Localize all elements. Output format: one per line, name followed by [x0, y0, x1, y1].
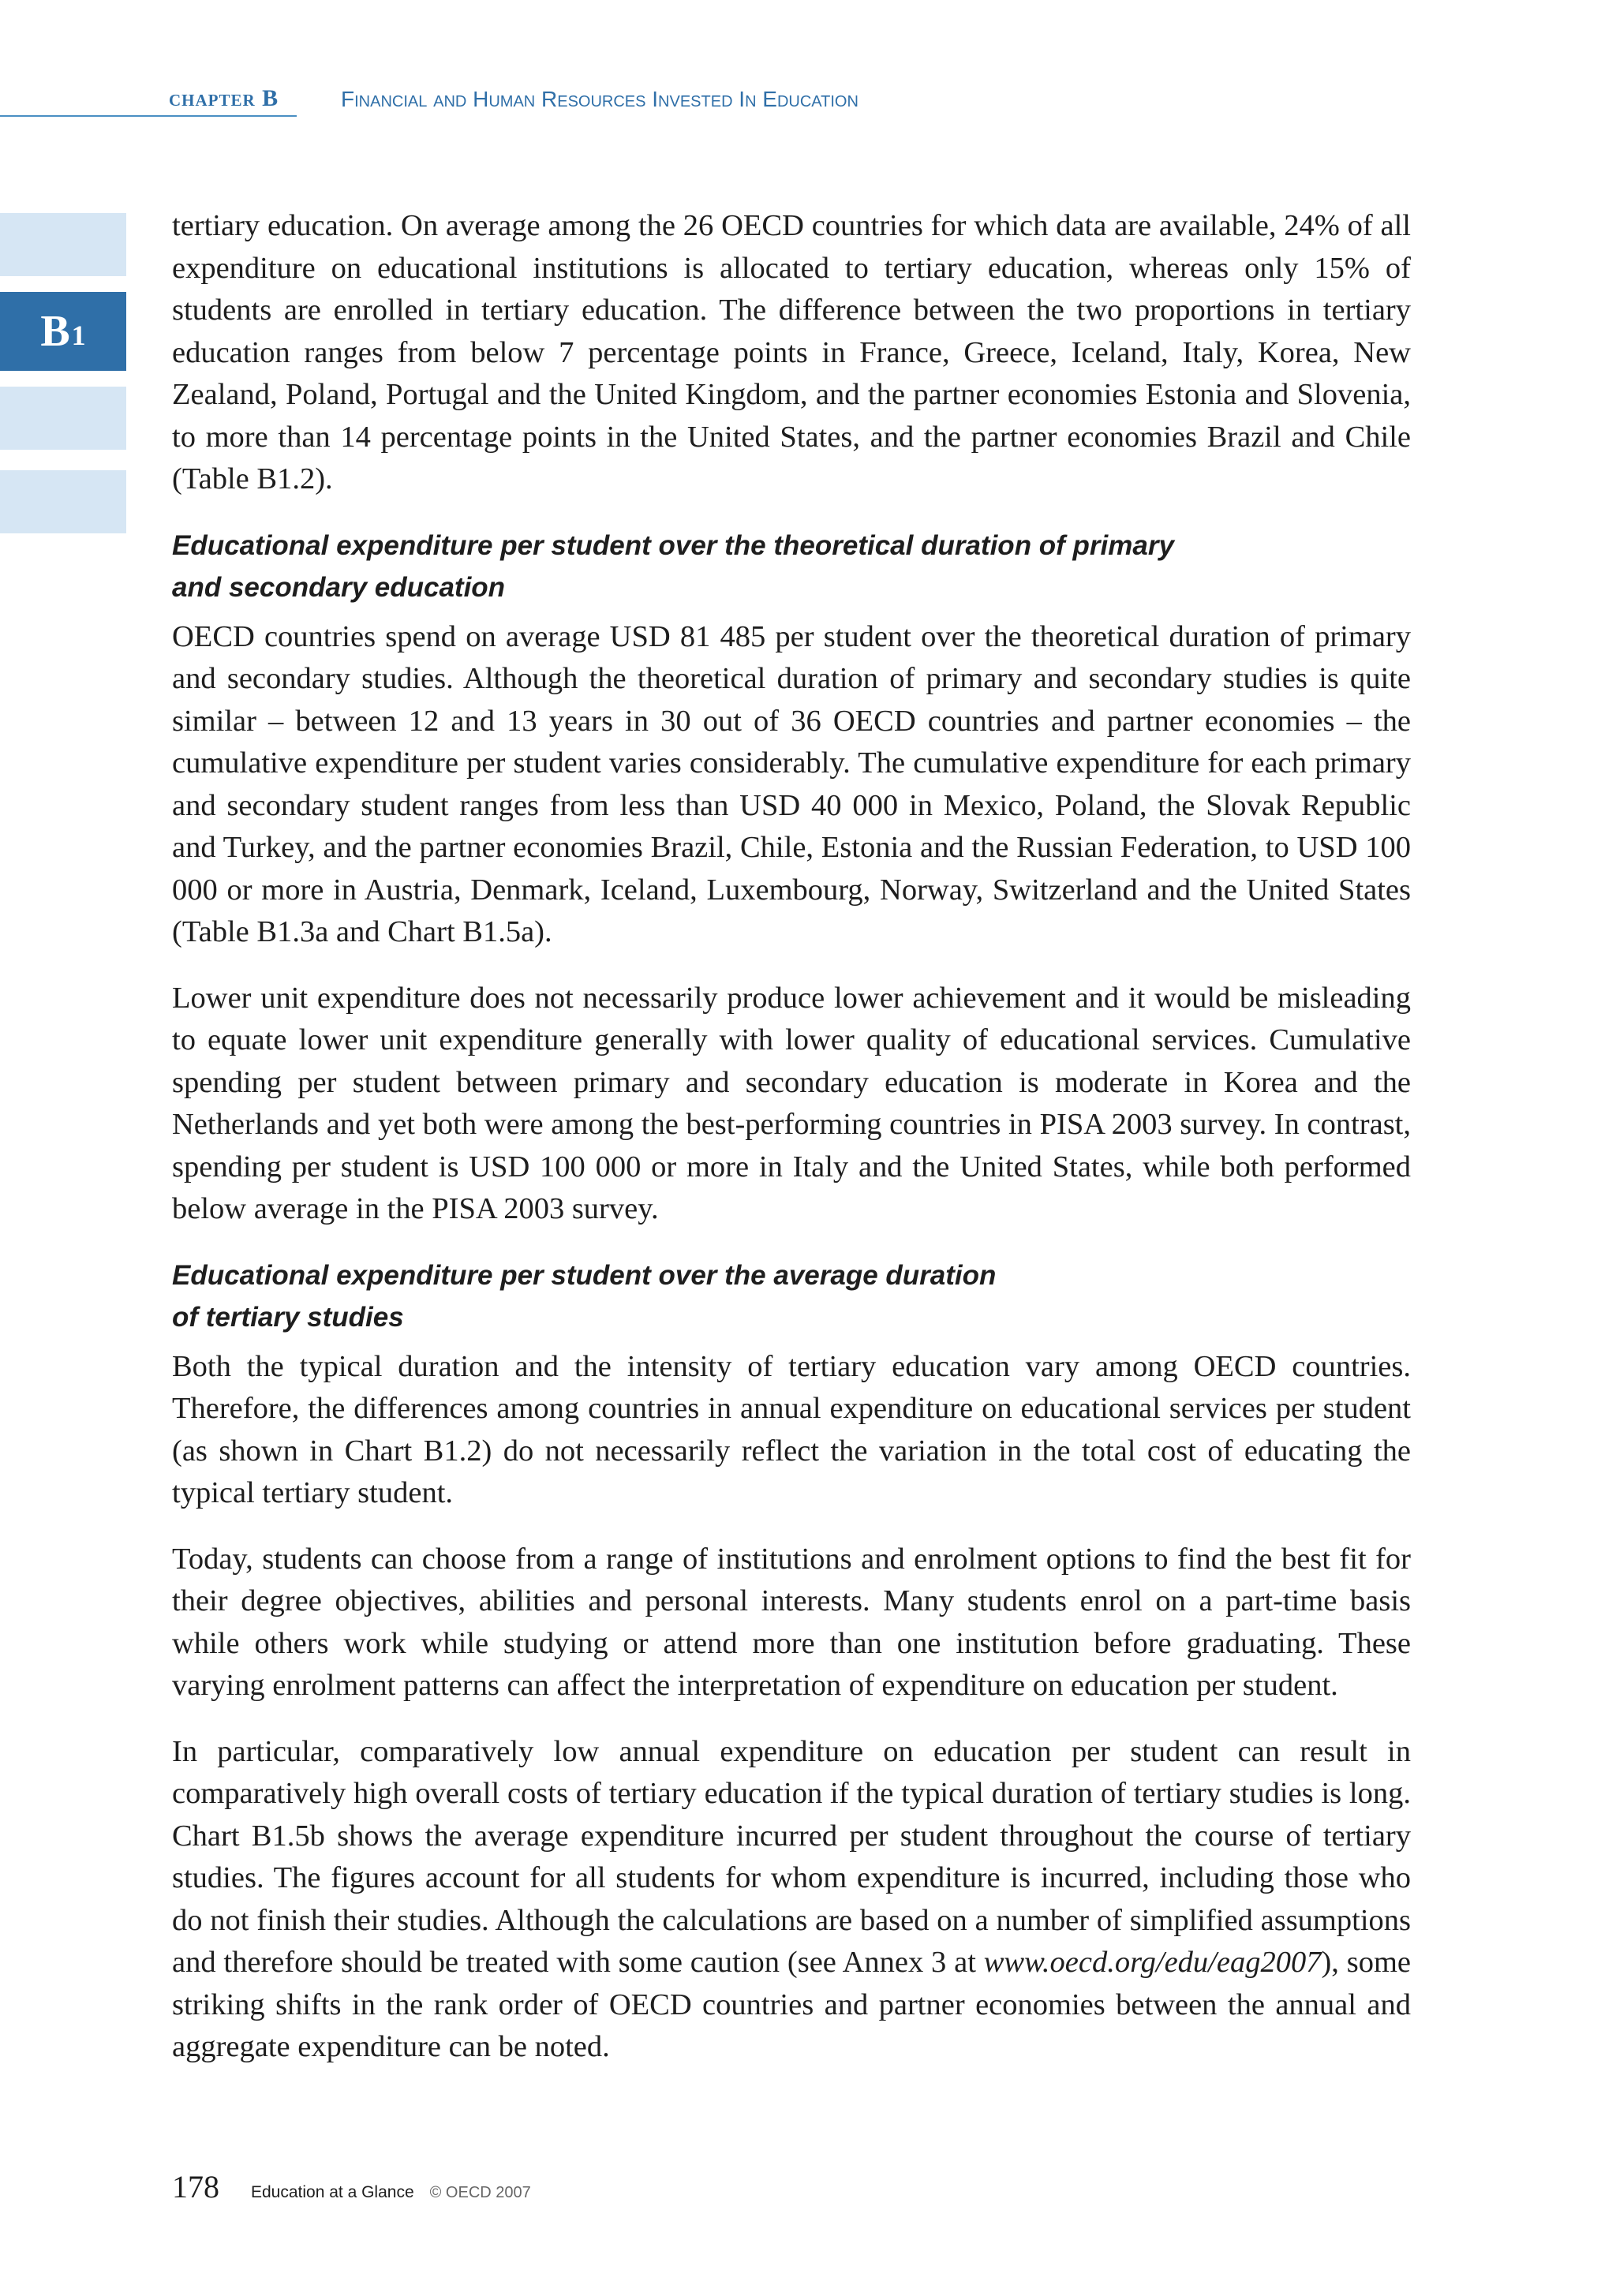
paragraph-text: ), some striking shifts in the rank order of OECD countries and partner economies between the annual and aggregate expenditure can be noted. [172, 1946, 1411, 2063]
section-heading-line: Educational expenditure per student over the theoretical duration of primary [172, 529, 1174, 561]
publication-title: Education at a Glance [251, 2183, 414, 2201]
side-tab-letter: B [40, 307, 70, 356]
paragraph-intro: tertiary education. On average among the 26 OECD countries for which data are available, 24% of all expenditure on educational institutions is allocated to tertiary education, whereas only 15% of students are enrolled in tertiary education. The difference between the two proportions in tertiary education ranges from below 7 percentage points in France, Greece, Iceland, Italy, Korea, New Zealand, Poland, Portugal and the United Kingdom, and the partner economies Estonia and Slovenia, to more than 14 percentage points in the United States, and the partner economies Brazil and Chile (Table B1.2). [172, 209, 1411, 495]
paragraph: Both the typical duration and the intensity of tertiary education vary among OECD countries. Therefore, the differences among countries in annual expenditure on educational services per student (as shown in Chart B1.2) do not necessarily reflect the variation in the total cost of educating the typical tertiary student. [172, 1349, 1411, 1509]
page-header [0, 0, 1616, 126]
header-rule [0, 115, 297, 117]
paragraph: Today, students can choose from a range of institutions and enrolment options to find the best fit for their degree objectives, abilities and personal interests. Many students enrol on a part-time basis while others work while studying or attend more than one institution before graduating. These varying enrolment patterns can affect the interpretation of expenditure on education per student. [172, 1542, 1411, 1702]
side-tab-active [0, 292, 126, 371]
section-heading-line: Educational expenditure per student over the average duration [172, 1259, 997, 1291]
page-number: 178 [172, 2169, 219, 2204]
paragraph: OECD countries spend on average USD 81 485 per student over the theoretical duration of primary and secondary studies. Although the theoretical duration of primary and secondary studies is quite similar – between 12 and 13 years in 30 out of 36 OECD countries and partner economies – the cumulative expenditure per student varies considerably. The cumulative expenditure for each primary and secondary student ranges from less than USD 40 000 in Mexico, Poland, the Slovak Republic and Turkey, and the partner economies Brazil, Chile, Estonia and the Russian Federation, to USD 100 000 or more in Austria, Denmark, Iceland, Luxembourg, Norway, Switzerland and the United States (Table B1.3a and Chart B1.5a). [172, 619, 1411, 948]
section-heading-primary-secondary [172, 525, 1411, 608]
main-content [172, 205, 1411, 2092]
chapter-label: chapter B [169, 85, 279, 111]
side-tab-3 [0, 387, 126, 450]
paragraph [172, 1731, 1411, 2069]
side-tab-number: 1 [71, 320, 86, 351]
side-tab-4 [0, 470, 126, 533]
paragraph: Lower unit expenditure does not necessarily produce lower achievement and it would be misleading to equate lower unit expenditure generally with lower quality of educational services. Cumulative spending per student between primary and secondary education is moderate in Korea and the Netherlands and yet both were among the best-performing countries in PISA 2003 survey. In contrast, spending per student is USD 100 000 or more in Italy and the United States, while both performed below average in the PISA 2003 survey. [172, 981, 1411, 1225]
section-heading-line: of tertiary studies [172, 1301, 404, 1333]
section-heading-tertiary [172, 1255, 1411, 1338]
page-footer [172, 2168, 531, 2205]
oecd-url-link[interactable]: www.oecd.org/edu/eag2007 [983, 1946, 1322, 1979]
paragraph-text: In particular, comparatively low annual expenditure on education per student can result in comparatively high overall costs of tertiary education if the typical duration of tertiary studies is long. Chart B1.5b shows the average expenditure incurred per student throughout the course of tertiary studies. The figures account for all students for whom expenditure is incurred, including those who do not finish their studies. Although the calculations are based on a number of simplified assumptions and therefore should be treated with some caution (see Annex 3 at [172, 1734, 1411, 1979]
copyright-notice: © OECD 2007 [429, 2184, 531, 2201]
side-tab-1 [0, 213, 126, 276]
chapter-title: Financial and Human Resources Invested In Education [341, 87, 858, 111]
section-heading-line: and secondary education [172, 571, 506, 603]
